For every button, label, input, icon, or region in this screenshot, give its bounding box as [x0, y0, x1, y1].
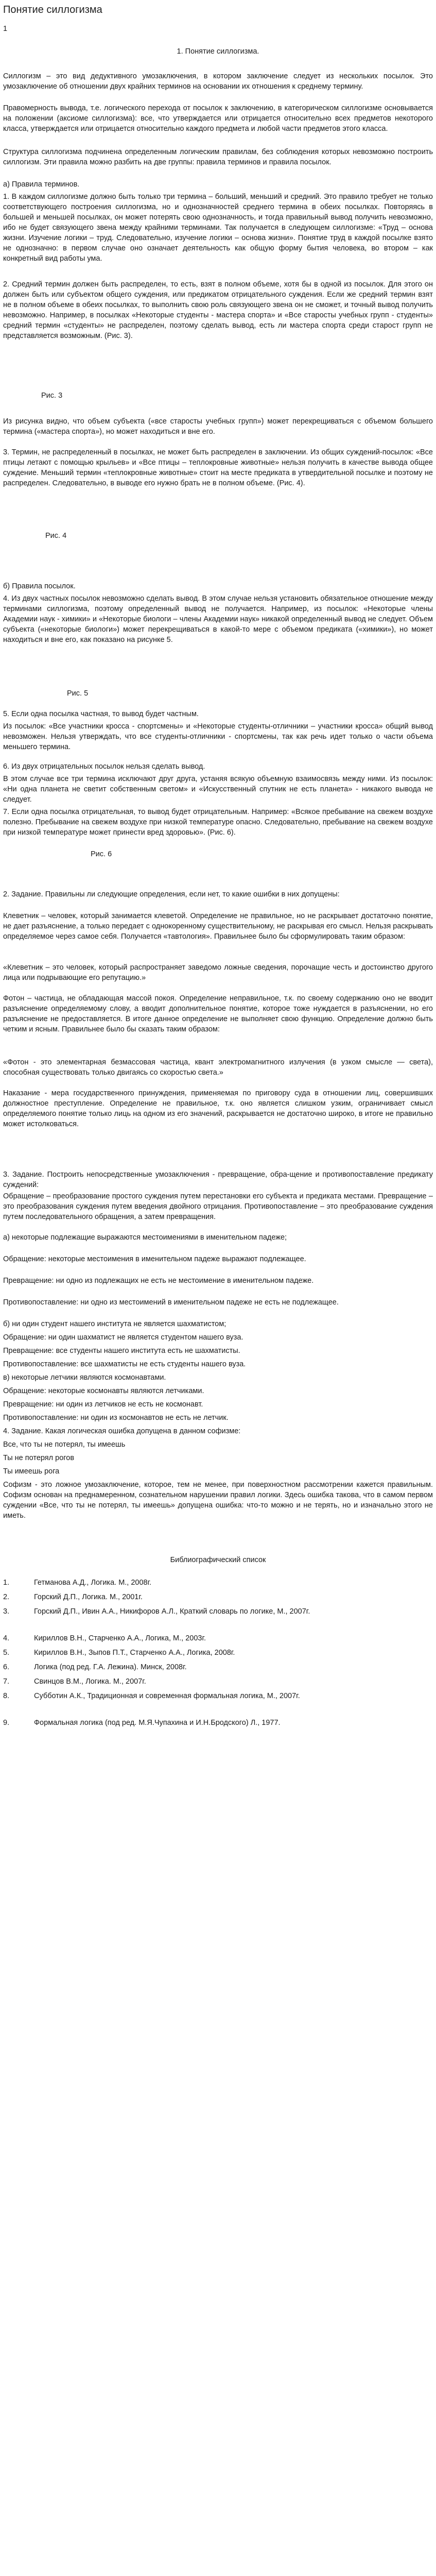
statement-c-contraposition: Противопоставление: ни один из космонавтов не есть не летчик. — [3, 1414, 229, 1422]
paragraph-definition: Силлогизм – это вид дедуктивного умозаключения, в котором заключение следует из нескольких посылок. Это умозаключение об отношении двух крайних терминов на основании их отношения к среднему термину. — [3, 72, 433, 91]
bibliography-item — [3, 1662, 433, 1672]
bibliography-text: Субботин А.К., Традиционная и современная формальная логика, М., 2007г. — [34, 1692, 300, 1700]
bibliography-item — [3, 1606, 433, 1617]
figure-caption-5: Рис. 5 — [67, 689, 89, 698]
task-4-heading: 4. Задание. Какая логическая ошибка допущена в данном софизме: — [3, 1427, 241, 1435]
bibliography-item — [3, 1691, 433, 1701]
bibliography-text: Горский Д.П., Логика. М., 2001г. — [34, 1593, 143, 1601]
bibliography-number: 4. — [3, 1634, 10, 1642]
bibliography-text: Логика (под ред. Г.А. Лежина). Минск, 2008г. — [34, 1663, 187, 1671]
bibliography-item — [3, 1633, 433, 1643]
bibliography-item — [3, 1676, 433, 1687]
bibliography-text: Гетманова А.Д., Логика. М., 2008г. — [34, 1579, 152, 1587]
paragraph-punishment: Наказание - мера государственного принуждения, применяемая по приговору суда в отношении лиц, совершивших должностное преступление. Определение не правильное, т.к. оно является слишком узким, ограничивает смысл определяемого понятие только лиць на одном из его значений, раскрывается не достаточно широко, в итоге не правильно может истолковаться. — [3, 1089, 433, 1128]
bibliography-number: 2. — [3, 1593, 10, 1601]
statement-b: б) ни один студент нашего института не является шахматистом; — [3, 1320, 226, 1328]
bibliography-text: Кириллов В.Н., Старченко А.А., Логика, М., 2003г. — [34, 1634, 206, 1642]
bibliography-number: 5. — [3, 1649, 10, 1657]
bibliography-text: Горский Д.П., Ивин А.А., Никифоров А.Л., Краткий словарь по логике, М., 2007г. — [34, 1607, 310, 1616]
statement-a: а) некоторые подлежащие выражаются местоимениями в именительном падеже; — [3, 1233, 287, 1242]
statement-a-conversion: Обращение: некоторые местоимения в именительном падеже выражают подлежащее. — [3, 1255, 306, 1263]
sophism-line-3: Ты имеешь рога — [3, 1467, 60, 1476]
figure-caption-4: Рис. 4 — [45, 532, 67, 540]
statement-b-contraposition: Противопоставление: все шахматисты не есть студенты нашего вуза. — [3, 1360, 246, 1368]
document-title: Понятие силлогизма — [3, 4, 102, 15]
paragraph-axiom: Правомерность вывода, т.е. логического перехода от посылок к заключению, в категорическом силлогизме основывается на положении (аксиоме силлогизма): все, что утверждается или отрицается относительно всех предметов некоторого класса, утверждается или отрицается относительно каждого предмета и любой части предметов этого класса. — [3, 104, 433, 133]
statement-a-contraposition: Противопоставление: ни одно из местоимений в именительном падеже не есть не подлежащее. — [3, 1298, 339, 1307]
sophism-line-1: Все, что ты не потерял, ты имеешь — [3, 1440, 126, 1449]
statement-c-conversion: Обращение: некоторые космонавты являются летчиками. — [3, 1387, 204, 1395]
sophism-line-2: Ты не потерял рогов — [3, 1454, 75, 1462]
bibliography-number: 9. — [3, 1719, 10, 1727]
bibliography-item — [3, 1592, 433, 1602]
paragraph-sophism-analysis: Софизм - это ложное умозаключение, которое, тем не менее, при поверхностном рассмотрении кажется правильным. Софизм основан на преднамеренном, сознательном нарушении правил логики. Здесь ошибка такова, что в самом первом суждении «Все, что ты не потерял, ты имеешь» допущена ошибка: что-то можно и не терять, но и изначально этого не иметь. — [3, 1481, 433, 1520]
bibliography-item — [3, 1578, 433, 1588]
bibliography-item — [3, 1648, 433, 1658]
bibliography-number: 8. — [3, 1692, 10, 1700]
bibliography-number: 1. — [3, 1579, 10, 1587]
paragraph-rule-3: 3. Термин, не распределенный в посылках, не может быть распределен в заключении. Из общих суждений-посылок: «Все птицы летают с помощью крыльев» и «Все птицы – теплокровные животные» нельзя получить в качестве вывода общее суждение. Меньший термин «теплокровные животные» стоит на месте предиката в утвердительной посылке и поэтому не распределен. Следовательно, в выводе его нужно брать не в полном объеме. (Рис. 4). — [3, 448, 433, 487]
paragraph-slanderer-correct: «Клеветник – это человек, который распространяет заведомо ложные сведения, порочащие честь и достоинство другого лица или подрывающие его репутацию.» — [3, 963, 433, 982]
figure-caption-6: Рис. 6 — [91, 850, 112, 858]
bibliography-number: 3. — [3, 1607, 10, 1616]
bibliography-number: 6. — [3, 1663, 10, 1671]
statement-b-conversion: Обращение: ни один шахматист не является студентом нашего вуза. — [3, 1333, 243, 1342]
paragraph-rule-6-example: В этом случае все три термина исключают друг друга, устаняя всякую объемную взаимосвязь между ними. Из посылок: «Ни одна планета не светит собственным светом» и «Искусственный спутник не есть планета» - никакого вывода не следует. — [3, 775, 433, 804]
paragraph-rule-5-example: Из посылок: «Все участники кросса - спортсмены» и «Некоторые студенты-отличники – участники кросса» общий вывод невозможен. Нельзя утверждать, что все студенты-отличники - спортсмены, так как речь идет только о части объема меньшего термина. — [3, 722, 433, 751]
paragraph-rule-2: 2. Средний термин должен быть распределен, то есть, взят в полном объеме, хотя бы в одной из посылок. Для этого он должен быть или субъектом общего суждения, или предикатом отрицательного суждения. Если же средний термин взят не в полном объеме в обеих посылках, то выполнить свою роль связующего звена он не сможет, и точный вывод получить невозможно. Например, в посылках «Некоторые студенты - мастера спорта» и «Все старосты учебных групп - студенты» средний термин «студенты» не распределен, поэтому сделать вывод, есть ли мастера спорта среди старост групп не представляется возможным. (Рис. 3). — [3, 280, 433, 340]
heading-term-rules: а) Правила терминов. — [3, 180, 80, 189]
bibliography-text: Формальная логика (под ред. М.Я.Чупахина и И.Н.Бродского) Л., 1977. — [34, 1719, 281, 1727]
statement-a-obversion: Превращение: ни одно из подлежащих не есть не местоимение в именительном падеже. — [3, 1277, 314, 1285]
bibliography-title: Библиографический список — [170, 1556, 266, 1564]
figure-caption-3: Рис. 3 — [41, 392, 63, 400]
paragraph-operations: Обращение – преобразование простого суждения путем перестановки его субъекта и предиката местами. Превращение – это преобразования суждения путем введения двойного отрицания. Противопоставление – это преобразование суждения путем последовательного обращения, а затем превращения. — [3, 1192, 433, 1221]
task-2-heading: 2. Задание. Правильны ли следующие определения, если нет, то какие ошибки в них допущены: — [3, 890, 340, 899]
bibliography-text: Свинцов В.М., Логика. М., 2007г. — [34, 1677, 146, 1686]
paragraph-figure-3-note: Из рисунка видно, что объем субъекта («все старосты учебных групп») может перекрещиваться с объемом большего термина («мастера спорта»), но может находиться и вне его. — [3, 417, 433, 436]
paragraph-photon-correct: «Фотон - это элементарная безмассовая частица, квант электромагнитного излучения (в узком смысле — света), способная существовать только двигаясь со скоростью света.» — [3, 1058, 433, 1077]
paragraph-rule-6: 6. Из двух отрицательных посылок нельзя сделать вывод. — [3, 762, 205, 771]
bibliography-item — [3, 1718, 433, 1728]
bibliography-number: 7. — [3, 1677, 10, 1686]
task-3-heading: 3. Задание. Построить непосредственные умозаключения - превращение, обра-щение и противопоставление предикату суждений: — [3, 1171, 433, 1189]
paragraph-rule-7: 7. Если одна посылка отрицательная, то вывод будет отрицательным. Например: «Всякое пребывание на свежем воздухе полезно. Пребывание на свежем воздухе при низкой температуре опасно. Следовательно, пребывание на свежем воздухе при низкой температуре может принести вред здоровью». (Рис. 6). — [3, 808, 433, 837]
paragraph-rule-4: 4. Из двух частных посылок невозможно сделать вывод. В этом случае нельзя установить обязательное отношение между терминами силлогизма, поэтому определенный вывод не получается. Например, из посылок: «Некоторые члены Академии наук - химики» и «Некоторые биологи – члены Академии наук» никакой определенный вывод не следует. Объем субъекта («некоторые биологи») может перекрещиваться в какой-то мере с объемом предиката («химики»), но может находиться и вне его, как показано на рисунке 5. — [3, 595, 433, 644]
paragraph-photon: Фотон – частица, не обладающая массой покоя. Определение неправильное, т.к. по своему содержанию оно не вводит разъяснение определяемому слову, а вводит дополнительное понятие, которое тоже нуждается в разъяснении, но его разъяснение не предоставляется. В итоге данное определение не выполняет свою функцию. Определение должно быть четким и ясным. Правильнее было бы сказать таким образом: — [3, 994, 433, 1033]
paragraph-structure: Структура силлогизма подчинена определенным логическим правилам, без соблюдения которых невозможно построить силлогизм. Эти правила можно разбить на две группы: правила терминов и правила посылок. — [3, 148, 433, 166]
page-number: 1 — [3, 25, 8, 33]
statement-c: в) некоторые летчики являются космонавтами. — [3, 1374, 166, 1382]
heading-premise-rules: б) Правила посылок. — [3, 582, 76, 590]
paragraph-slanderer: Клеветник – человек, который занимается клеветой. Определение не правильное, но не раскрывает достаточно понятие, не дает разъяснение, а только передает с однокоренному существительному, не раскрывая его смысл. Нельзя раскрывать определяемое через самое себя. Получается «тавтология». Правильнее было бы сформулировать таким образом: — [3, 912, 433, 941]
statement-b-obversion: Превращение: все студенты нашего института есть не шахматисты. — [3, 1347, 240, 1355]
section-heading: 1. Понятие силлогизма. — [177, 47, 259, 56]
paragraph-rule-1: 1. В каждом силлогизме должно быть только три термина – больший, меньший и средний. Это правило требует не только соответствующего построения силлогизма, но и однозначностей среднего термина в обеих посылках. Повторяясь в большей и меньшей посылках, он может потерять свою однозначность, и тогда правильный вывод получить невозможно, ибо не будет связующего звена между крайними терминами. Так получается в следующем силлогизме: «Труд – основа жизни. Изучение логики – труд. Следовательно, изучение логики – основа жизни». Понятие труд в каждой посылке взято не однозначно: в первом случае оно означает деятельность как общую форму бытия человека, во втором – как конкретный вид работы ума. — [3, 193, 433, 263]
statement-c-obversion: Превращение: ни один из летчиков не есть не космонавт. — [3, 1400, 203, 1409]
paragraph-rule-5: 5. Если одна посылка частная, то вывод будет частным. — [3, 710, 199, 718]
bibliography-text: Кириллов В.Н., Зыпов П.Т., Старченко А.А., Логика, 2008г. — [34, 1649, 235, 1657]
